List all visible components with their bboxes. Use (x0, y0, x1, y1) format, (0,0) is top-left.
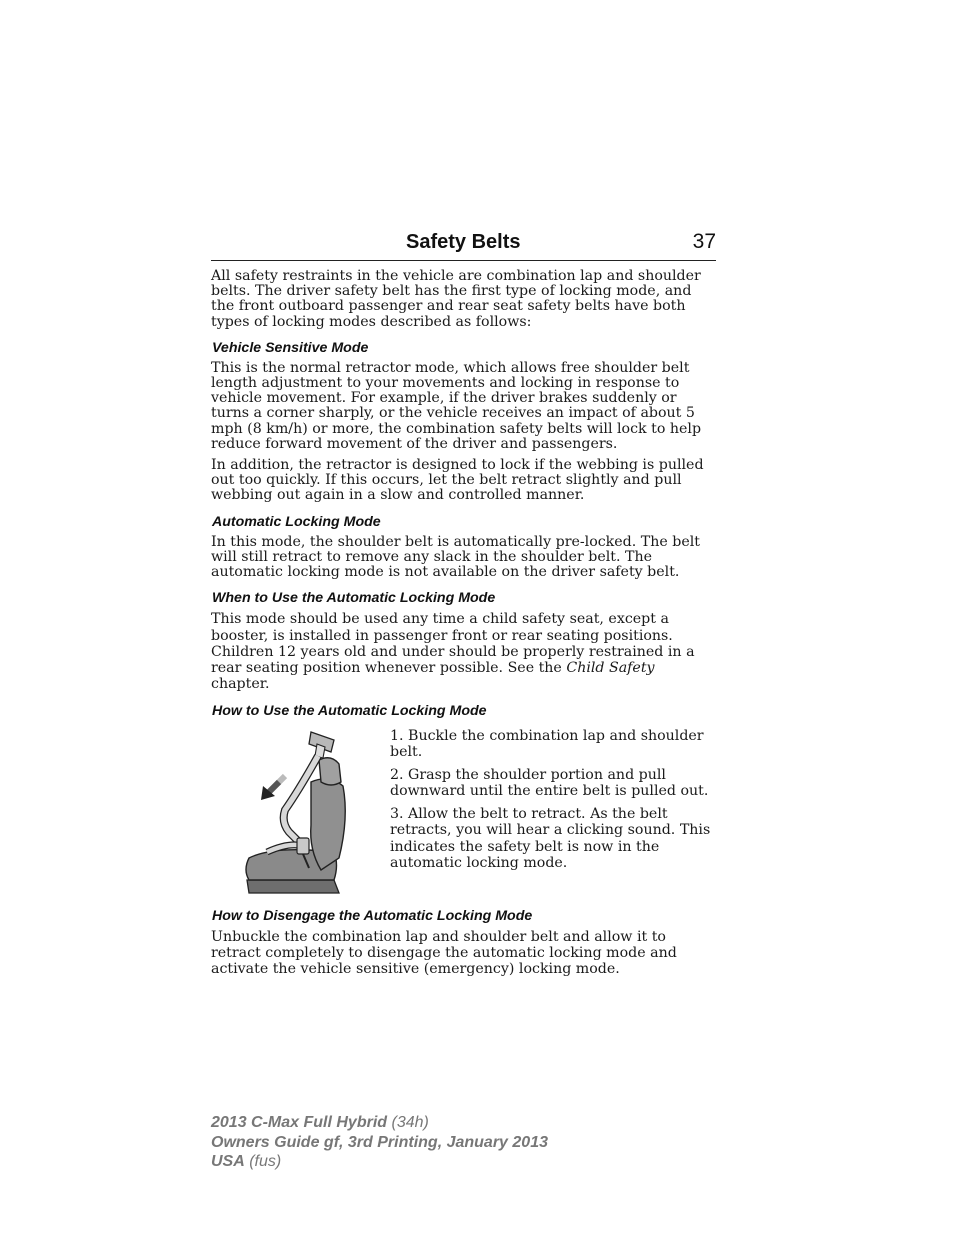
how-to-use-figure-row (211, 724, 716, 894)
vehicle-sensitive-paragraph-2: In addition, the retractor is designed to lock if the webbing is pulled out too quickly. If this occurs, let the belt retract slightly and pull webbing out again in a slow and controlled manner. (211, 457, 704, 504)
page-footer (211, 1113, 548, 1172)
when-to-use-text: This mode should be used any time a child safety seat, except a booster, is installed in passenger front or rear seating positions. Children 12 years old and under should be properly restrained in a rear seating position whenever possible. See the (211, 611, 695, 677)
heading-automatic-locking-mode: Automatic Locking Mode (212, 513, 381, 530)
heading-how-to-disengage: How to Disengage the Automatic Locking Mode (212, 907, 533, 924)
footer-line-2 (211, 1133, 548, 1153)
page-body (211, 269, 716, 984)
when-to-use-paragraph (211, 611, 716, 692)
page-number: 37 (692, 230, 716, 253)
section-title: Safety Belts (406, 231, 521, 253)
when-to-use-text-end: chapter. (211, 676, 270, 693)
step-3: 3. Allow the belt to retract. As the belt retracts, you will hear a clicking sound. This indicates the safety belt is now in the automatic locking mode. (390, 805, 711, 872)
heading-when-to-use: When to Use the Automatic Locking Mode (212, 590, 496, 607)
footer-market: USA (211, 1153, 245, 1170)
child-safety-reference: Child Safety (566, 660, 655, 677)
heading-how-to-use: How to Use the Automatic Locking Mode (212, 702, 487, 719)
steps-list (390, 728, 720, 878)
page-header (211, 230, 716, 261)
footer-model: 2013 C-Max Full Hybrid (211, 1114, 388, 1131)
footer-line-3 (211, 1152, 548, 1172)
heading-vehicle-sensitive-mode: Vehicle Sensitive Mode (212, 339, 369, 356)
footer-line-1 (211, 1113, 548, 1133)
step-1: 1. Buckle the combination lap and shoulder belt. (390, 727, 704, 761)
footer-model-code: (34h) (387, 1114, 429, 1131)
intro-paragraph: All safety restraints in the vehicle are combination lap and shoulder belts. The driver safety belt has the first type of locking mode, and the front outboard passenger and rear seat safety belts have both types of locking modes described as follows: (211, 268, 701, 330)
footer-market-code: (fus) (244, 1153, 282, 1170)
footer-edition: Owners Guide gf, 3rd Printing, January 2013 (211, 1133, 548, 1151)
seat-belt-illustration-icon (239, 730, 389, 896)
disengage-paragraph: Unbuckle the combination lap and shoulder belt and allow it to retract completely to disengage the automatic locking mode and activate the vehicle sensitive (emergency) locking mode. (211, 928, 677, 978)
vehicle-sensitive-paragraph-1: This is the normal retractor mode, which allows free shoulder belt length adjustment to your movements and locking in response to vehicle movement. For example, if the driver brakes suddenly or turns a corner sharply, or the vehicle receives an impact of about 5 mph (8 km/h) or more, the combination safety belts will lock to help reduce forward movement of the driver and passengers. (211, 359, 702, 452)
step-2: 2. Grasp the shoulder portion and pull downward until the entire belt is pulled out. (390, 766, 709, 800)
automatic-locking-paragraph: In this mode, the shoulder belt is automatically pre-locked. The belt will still retract to remove any slack in the shoulder belt. The automatic locking mode is not available on the driver safety belt. (211, 533, 701, 581)
